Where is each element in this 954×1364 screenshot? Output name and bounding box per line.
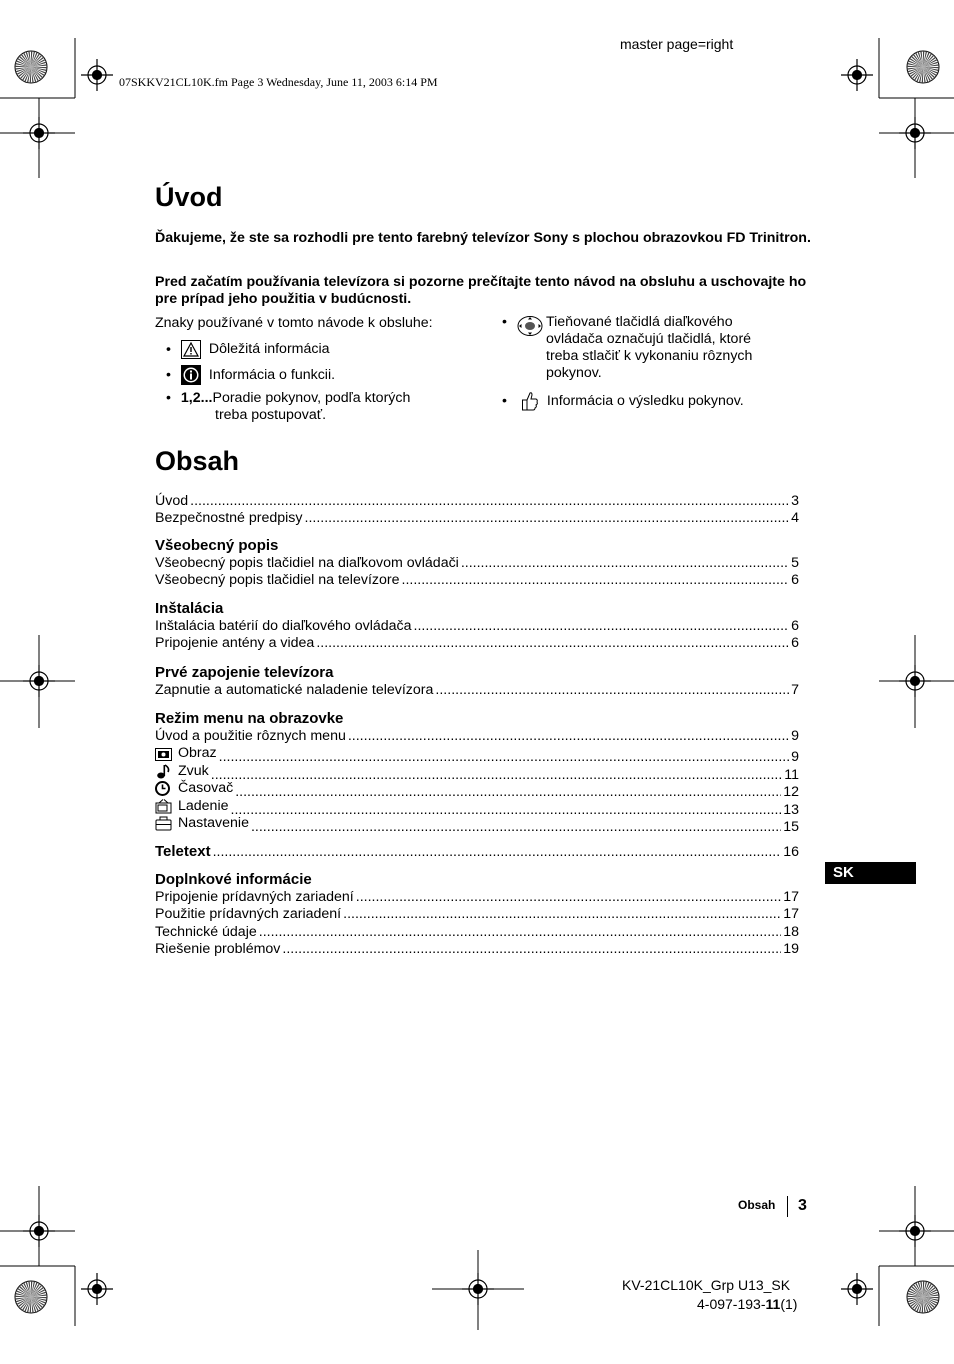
toc-row-connect-devices[interactable]: Pripojenie prídavných zariadení ..... 17 [155,889,799,906]
timer-icon [155,781,172,796]
intro-notice: Pred začatím používania televízora si pozorne prečítajte tento návod na obsluhu a uschovajte ho pre prípad jeho použitia v budúcnosti. [155,274,807,307]
registration-mark [899,1215,931,1247]
symbol-item-warning: • Dôležitá informácia [166,341,330,358]
symbols-intro: Znaky používané v tomto návode k obsluhe: [155,315,433,331]
thumbs-up-icon [521,391,539,411]
footer-divider [787,1196,788,1217]
remote-pad-icon [516,315,544,337]
toc-row-tv-buttons[interactable]: Všeobecný popis tlačidiel na televízore ..... 6 [155,572,799,589]
registration-mark [899,117,931,149]
toc-row-sound[interactable]: Zvuk ..... 11 [155,763,799,780]
registration-mark [23,1215,55,1247]
intro-title: Úvod [155,182,223,212]
color-target [15,51,47,83]
toc-row-use-devices[interactable]: Použitie prídavných zariadení ..... 17 [155,906,799,923]
toc-group-intro [155,493,799,528]
color-target [15,1281,47,1313]
toc-group-teletext [155,843,799,860]
sound-icon [155,764,172,779]
setup-icon [155,816,172,831]
toc-row-teletext[interactable]: Teletext ..... 16 [155,843,799,860]
file-info: 07SKKV21CL10K.fm Page 3 Wednesday, June 11, 2003 6:14 PM [119,75,438,89]
toc-row-auto-tune[interactable]: Zapnutie a automatické naladenie televízora ..... 7 [155,682,799,699]
warning-icon [181,340,201,359]
toc-row-antenna[interactable]: Pripojenie antény a videa ..... 6 [155,635,799,652]
tuning-icon [155,799,172,814]
toc-row-setup[interactable]: Nastavenie ..... 15 [155,815,799,832]
symbol-item-remote: • Tieňované tlačidlá diaľkového ovládača označujú tlačidlá, ktoré treba stlačiť k vykonaniu rôznych pokynov. [502,314,753,381]
toc-row-specs[interactable]: Technické údaje ..... 18 [155,924,799,941]
registration-mark [841,59,873,91]
toc-heading: Doplnkové informácie [155,871,312,888]
toc-heading: Všeobecný popis [155,537,279,554]
footer-section: Obsah [738,1198,776,1212]
toc-row-remote-buttons[interactable]: Všeobecný popis tlačidiel na diaľkovom ovládači ..... 5 [155,555,799,572]
toc-heading: Inštalácia [155,600,224,617]
toc-row-picture[interactable]: Obraz ..... 9 [155,745,799,762]
toc-row-batteries[interactable]: Inštalácia batérií do diaľkového ovládača ..... 6 [155,618,799,635]
toc-row-timer[interactable]: Časovač ..... 12 [155,780,799,797]
toc-heading: Prvé zapojenie televízora [155,664,334,681]
language-tab: SK [825,862,916,884]
contents-title: Obsah [155,446,240,476]
registration-mark [899,665,931,697]
registration-mark [23,665,55,697]
symbol-item-result: • Informácia o výsledku pokynov. [502,391,744,411]
toc-group-installation [155,600,799,653]
toc-row-tuning[interactable]: Ladenie ..... 13 [155,798,799,815]
toc-heading: Režim menu na obrazovke [155,710,344,727]
footer-code: 4-097-193-11(1) [697,1296,798,1312]
color-target [907,1281,939,1313]
toc-group-general [155,537,799,590]
symbol-item-info: • Informácia o funkcii. [166,365,335,385]
registration-mark [462,1273,494,1305]
registration-mark [841,1273,873,1305]
toc-group-first-setup [155,664,799,699]
master-page-note: master page=right [620,36,734,52]
toc-row-uvod[interactable]: Úvod ..... 3 [155,493,799,510]
info-icon [181,365,201,385]
footer-page-number: 3 [798,1197,807,1214]
toc-row-menu-intro[interactable]: Úvod a použitie rôznych menu ..... 9 [155,728,799,745]
registration-mark [23,117,55,149]
color-target [907,51,939,83]
footer-model: KV-21CL10K_Grp U13_SK [622,1277,791,1293]
intro-thanks: Ďakujeme, že ste sa rozhodli pre tento farebný televízor Sony s plochou obrazovkou FD Trinitron. [155,230,811,246]
toc-row-safety[interactable]: Bezpečnostné predpisy ..... 4 [155,510,799,527]
symbol-item-steps: • 1,2...Poradie pokynov, podľa ktorých treba postupovať. [166,390,411,423]
registration-mark [81,59,113,91]
toc-row-troubleshooting[interactable]: Riešenie problémov ..... 19 [155,941,799,958]
picture-icon [155,748,172,761]
registration-mark [81,1273,113,1305]
toc-group-menu [155,710,799,836]
toc-group-additional [155,871,799,959]
